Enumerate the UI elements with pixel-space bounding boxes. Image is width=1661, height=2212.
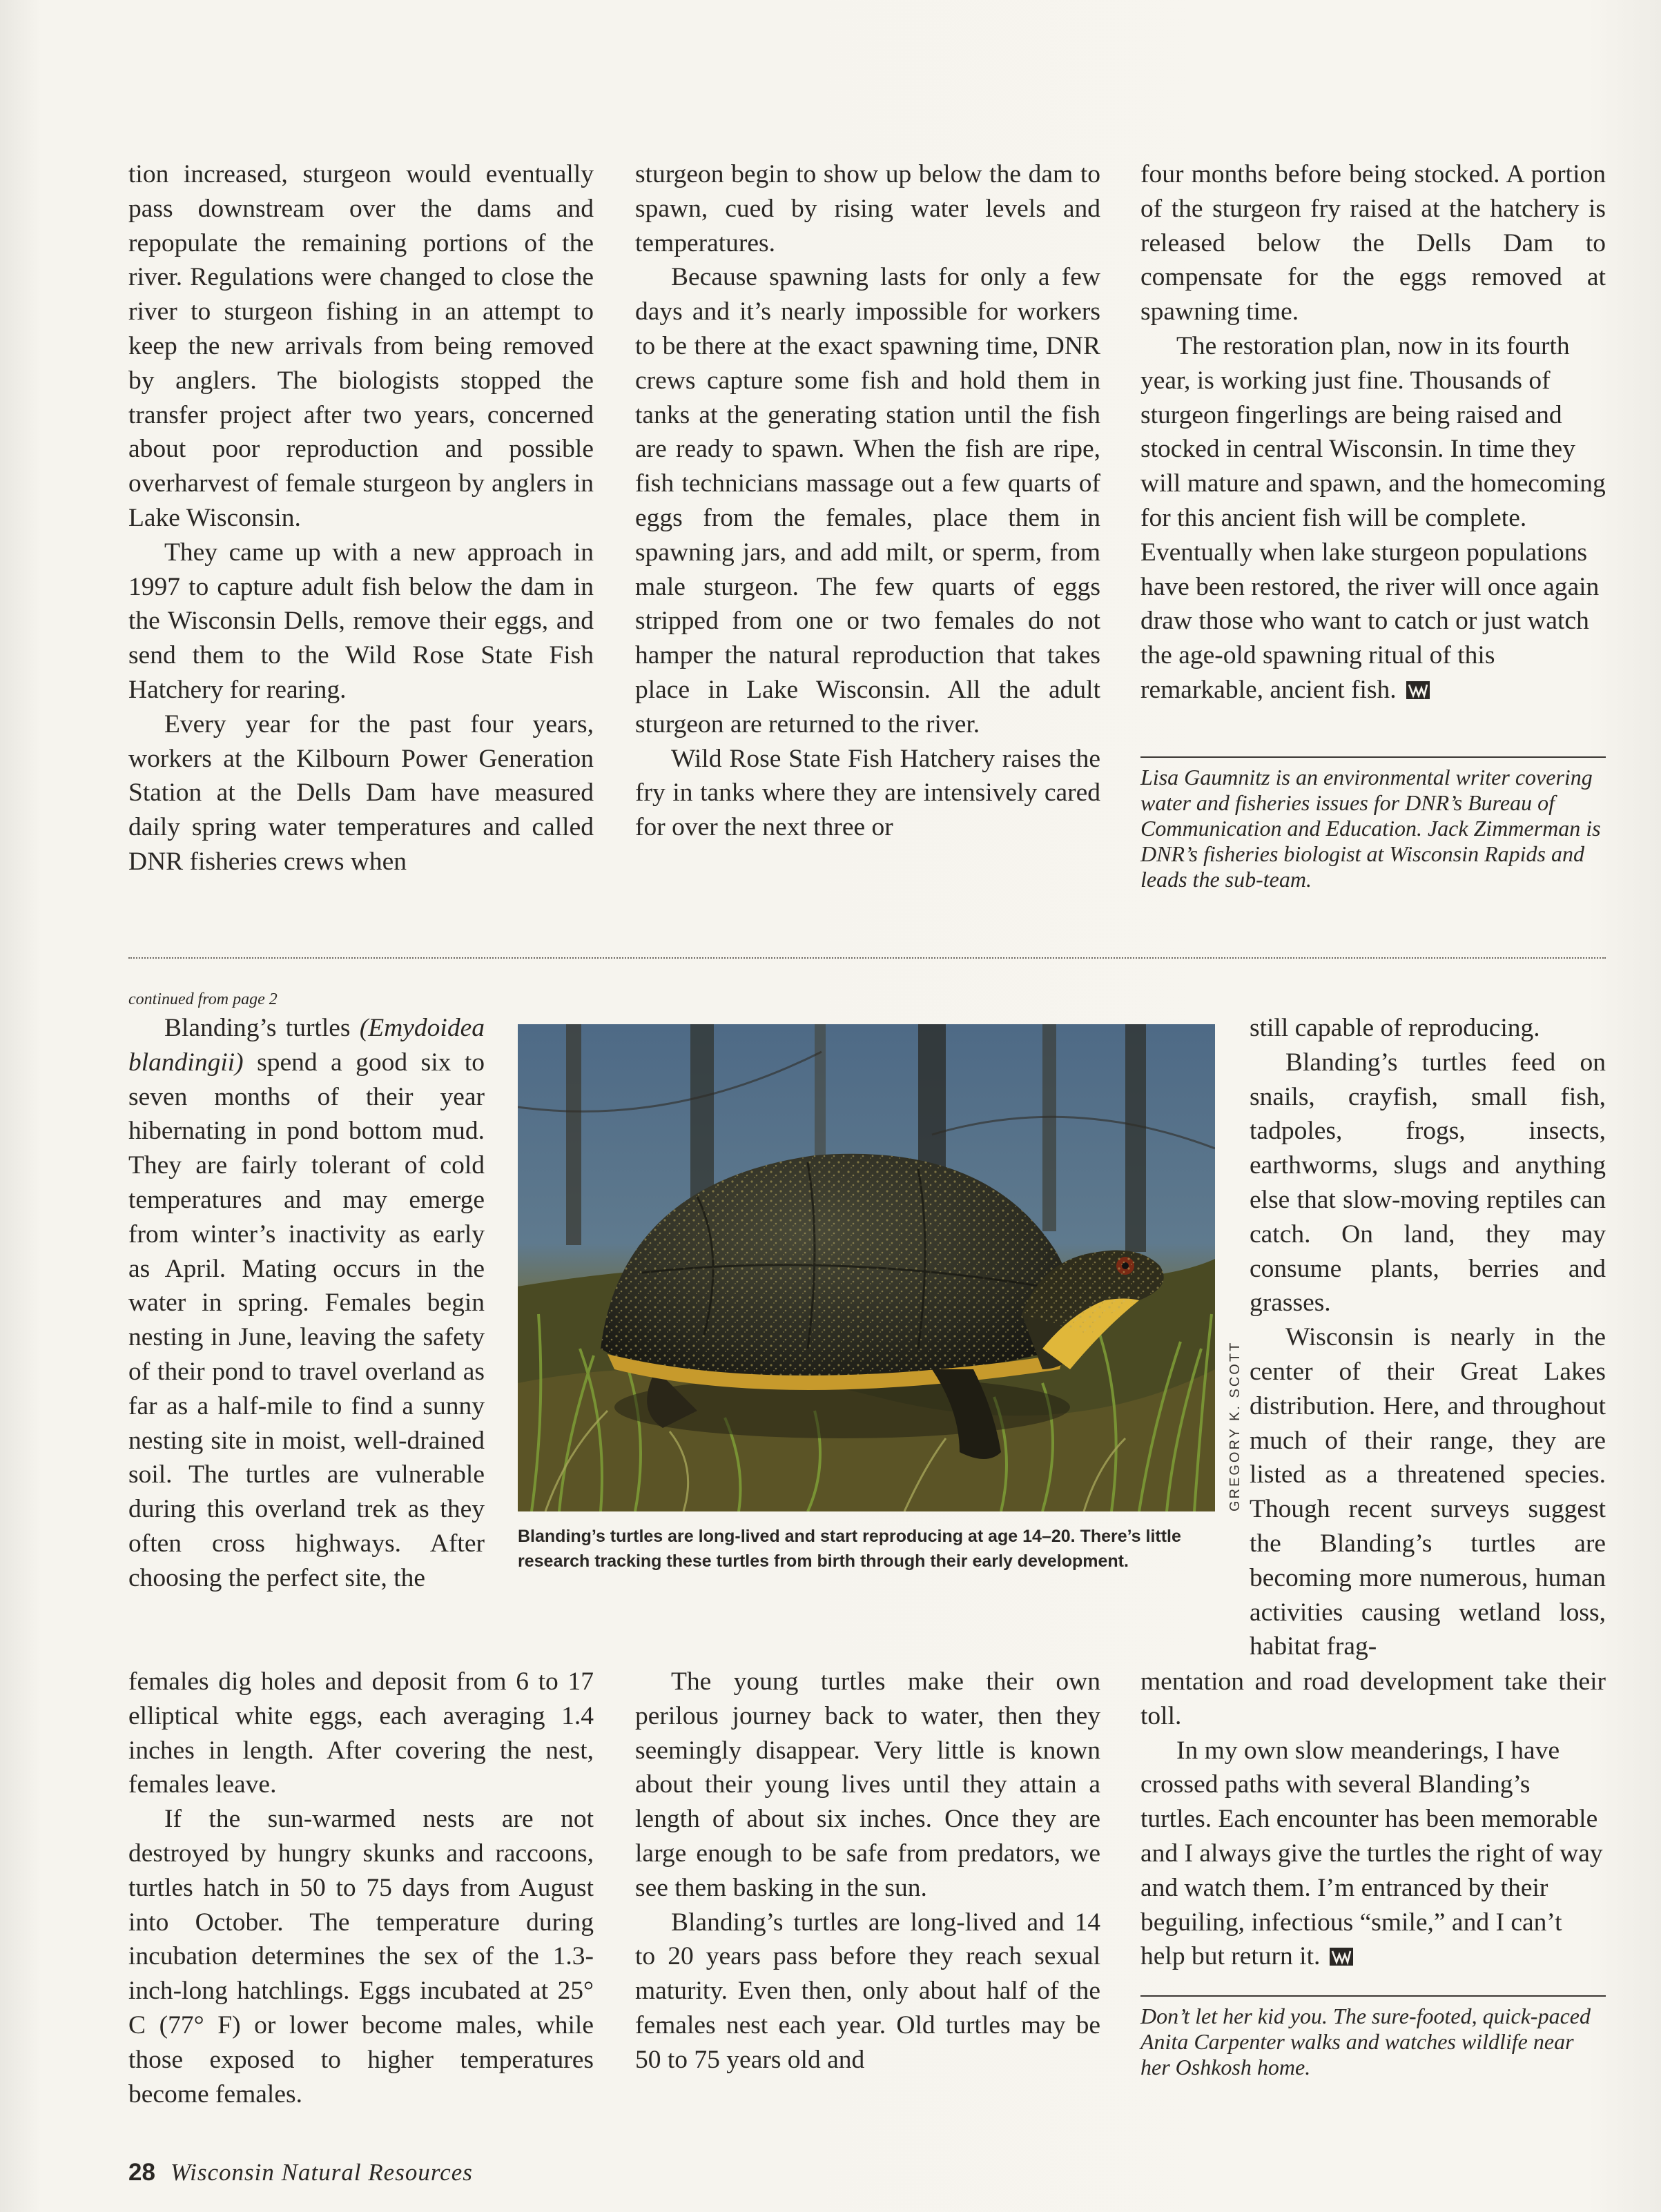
publication-name: Wisconsin Natural Resources bbox=[170, 2159, 473, 2186]
turtles-author-bio: Don’t let her kid you. The sure-footed, quick-paced Anita Carpenter walks and watches wildlife near her Oshkosh home. bbox=[1140, 2004, 1591, 2079]
article-divider bbox=[128, 957, 1606, 959]
sturgeon-column-3 bbox=[1140, 157, 1606, 707]
turtles-column-3-narrow bbox=[1250, 1011, 1606, 1664]
sturgeon-col3-paragraph bbox=[1140, 329, 1606, 707]
page-number: 28 bbox=[128, 2159, 155, 2186]
turtles-col1-paragraph: females dig holes and deposit from 6 to 17 elliptical white eggs, each averaging 1.4 inches in length. After covering the nest, females leave. bbox=[128, 1667, 594, 1799]
continued-from-label: continued from page 2 bbox=[128, 990, 278, 1008]
end-of-article-icon bbox=[1330, 1948, 1353, 1966]
scientific-name: (Emydoidea blandingii) bbox=[128, 1014, 485, 1077]
turtle-photo bbox=[518, 1024, 1215, 1511]
sturgeon-col2-paragraph: Because spawning lasts for only a few days and it’s nearly impossible for workers to be there at the exact spawning time, DNR crews capture some fish and hold them in tanks at the generating station until the fish are ready to spawn. When the fish are ripe, fish technicians massage out a few quarts of eggs from the females, place them in spawning jars, and add milt, or sperm, from male sturgeon. The few quarts of eggs stripped from one or two females do not hamper the natural reproduction that takes place in Lake Wisconsin. All the adult sturgeon are returned to the river. bbox=[635, 263, 1100, 738]
sturgeon-bio-rule bbox=[1140, 756, 1606, 758]
turtles-col3-paragraph bbox=[1140, 1734, 1606, 1975]
photo-credit: GREGORY K. SCOTT bbox=[1227, 1340, 1243, 1511]
turtles-final-paragraph-text: In my own slow meanderings, I have crossed paths with several Blanding’s turtles. Each encounter has been memorable and I always give the turtles the right of way and watch them. I’m entranced by their beguiling, infectious “smile,” and I can’t help but return it. bbox=[1140, 1736, 1603, 1971]
turtles-column-3-wide bbox=[1140, 1665, 1606, 1974]
sturgeon-column-2 bbox=[635, 157, 1100, 845]
turtles-intro-rest: spend a good six to seven months of their year hibernating in pond bottom mud. They are fairly tolerant of cold temperatures and may emerge from winter’s inactivity as early as April. Mating occurs in the water in spring. Females begin nesting in June, leaving the safety of their pond to travel overland as far as a half-mile to find a sunny nesting site in moist, well-drained soil. The turtles are vulnerable during this overland trek as they often cross highways. After choosing the perfect site, the bbox=[128, 1048, 485, 1592]
sturgeon-col1-paragraph: Every year for the past four years, workers at the Kilbourn Power Generation Station at the Dells Dam have measured daily spring water temperatures and called DNR fisheries crews when bbox=[128, 709, 594, 876]
sturgeon-col2-paragraph: sturgeon begin to show up below the dam to spawn, cued by rising water levels and temperatures. bbox=[635, 160, 1100, 257]
photo-caption: Blanding’s turtles are long-lived and start reproducing at age 14–20. There’s little research tracking these turtles from birth through their early development. bbox=[518, 1527, 1181, 1571]
turtles-intro-paragraph bbox=[128, 1011, 485, 1596]
turtles-col1-paragraph: If the sun-warmed nests are not destroyed by hungry skunks and raccoons, turtles hatch in 50 to 75 days from August into October. The temperature during incubation determines the sex of the 1.3-inch-long hatchlings. Eggs incubated at 25° C (77° F) or lower become males, while those exposed to higher temperatures become females. bbox=[128, 1805, 594, 2108]
sturgeon-col2-paragraph: Wild Rose State Fish Hatchery raises the fry in tanks where they are intensively cared for over the next three or bbox=[635, 744, 1100, 842]
turtles-col2-paragraph: The young turtles make their own perilous journey back to water, then they seemingly disappear. Very little is known about their young lives until they attain a length of about six inches. Once they are large enough to be safe from predators, we see them basking in the sun. bbox=[635, 1667, 1100, 1902]
blandings-turtle-image bbox=[518, 1024, 1215, 1511]
sturgeon-author-bio: Lisa Gaumnitz is an environmental writer covering water and fisheries issues for DNR’s Bureau of Communication and Education. Jack Zimmerman is DNR’s fisheries biologist at Wisconsin Rapids and leads the sub-team. bbox=[1140, 765, 1601, 892]
page-footer bbox=[128, 2159, 473, 2186]
turtles-bio-rule bbox=[1140, 1995, 1606, 1997]
turtles-col3-paragraph: Wisconsin is nearly in the center of their Great Lakes distribution. Here, and throughout much of their range, they are listed as a threatened species. Though recent surveys suggest the Blanding’s turtles are becoming more numerous, human activities causing wetland loss, habitat frag- bbox=[1250, 1323, 1606, 1661]
turtles-col2-paragraph: Blanding’s turtles are long-lived and 14 to 20 years pass before they reach sexual maturity. Even then, only about half of the females nest each year. Old turtles may be 50 to 75 years old and bbox=[635, 1908, 1100, 2074]
sturgeon-col1-paragraph: They came up with a new approach in 1997 to capture adult fish below the dam in the Wisconsin Dells, remove their eggs, and send them to the Wild Rose State Fish Hatchery for rearing. bbox=[128, 538, 594, 704]
turtles-column-1-wide bbox=[128, 1665, 594, 2111]
sturgeon-col3-paragraph: four months before being stocked. A portion of the sturgeon fry raised at the hatchery is released below the Dells Dam to compensate for the eggs removed at spawning time. bbox=[1140, 160, 1606, 326]
sturgeon-col1-paragraph: tion increased, sturgeon would eventually pass downstream over the dams and repopulate the remaining portions of the river. Regulations were changed to close the river to sturgeon fishing in an attempt to keep the new arrivals from being removed by anglers. The biologists stopped the transfer project after two years, concerned about poor reproduction and possible overharvest of female sturgeon by anglers in Lake Wisconsin. bbox=[128, 160, 594, 532]
turtles-column-1-narrow bbox=[128, 1011, 485, 1596]
sturgeon-final-paragraph-text: The restoration plan, now in its fourth year, is working just fine. Thousands of sturgeon fingerlings are being raised and stocked in central Wisconsin. In time they will mature and spawn, and the homecoming for this ancient fish will be complete. Eventually when lake sturgeon populations have been restored, the river will once again draw those who want to catch or just watch the age-old spawning ritual of this remarkable, ancient fish. bbox=[1140, 331, 1606, 704]
sturgeon-column-1 bbox=[128, 157, 594, 879]
turtles-intro-lead: Blanding’s turtles bbox=[164, 1014, 360, 1042]
turtles-col3-paragraph: still capable of reproducing. bbox=[1250, 1014, 1540, 1042]
turtles-column-2 bbox=[635, 1665, 1100, 2077]
end-of-article-icon bbox=[1406, 681, 1430, 699]
turtles-col3-paragraph: Blanding’s turtles feed on snails, crayfish, small fish, tadpoles, frogs, insects, earthworms, slugs and anything else that slow-moving reptiles can catch. On land, they may consume plants, berries and grasses. bbox=[1250, 1048, 1606, 1318]
turtles-col3-paragraph: mentation and road development take their toll. bbox=[1140, 1667, 1606, 1730]
